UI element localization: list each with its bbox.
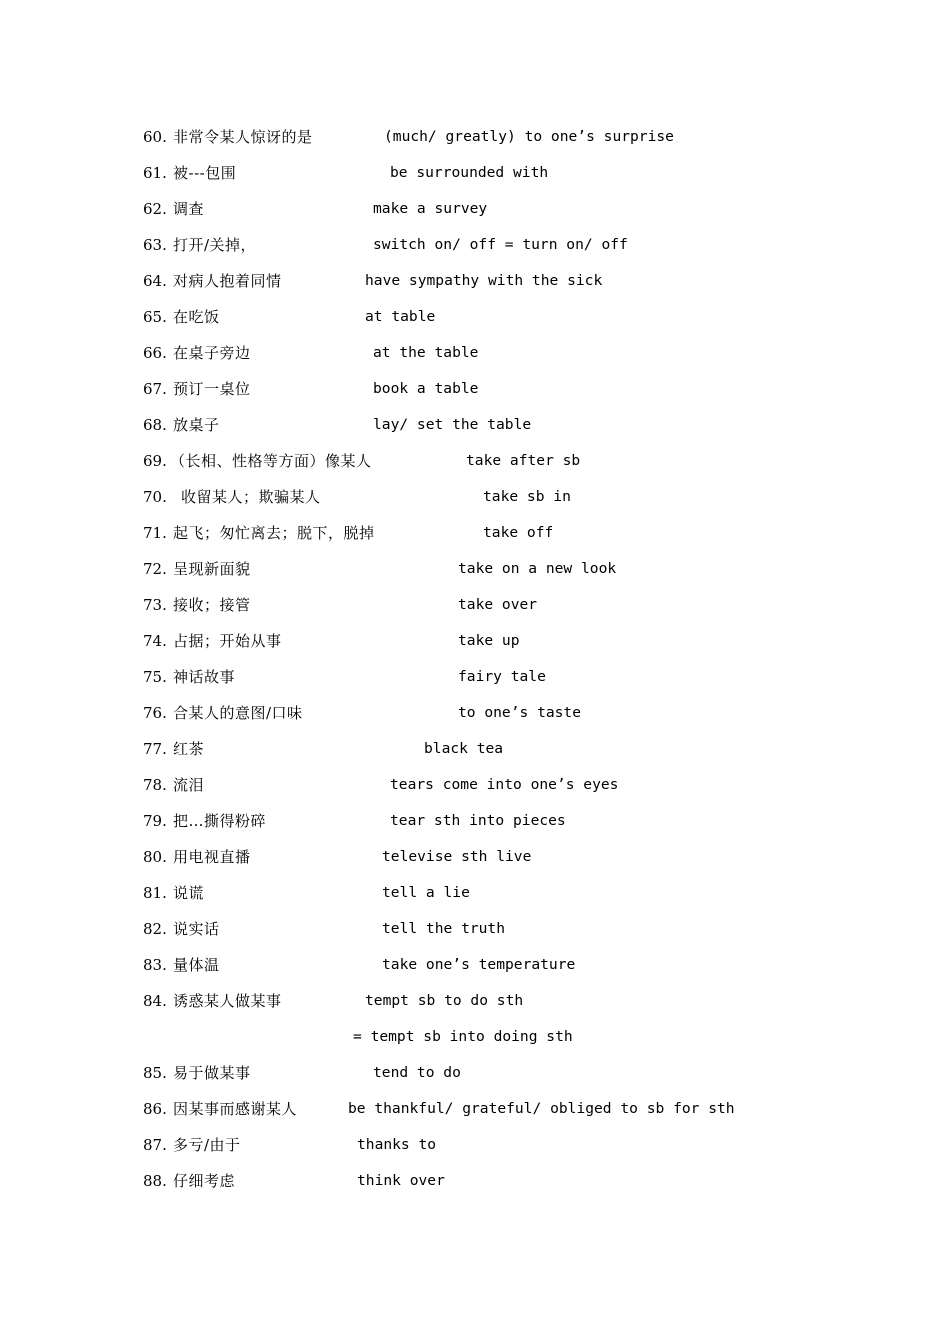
- entry-chinese: 合某人的意图/口味: [173, 704, 303, 722]
- entry-english: tears come into one’s eyes: [390, 776, 619, 793]
- entry-english: televise sth live: [382, 848, 532, 865]
- entry-english: tell the truth: [382, 920, 506, 937]
- entry-chinese: 打开/关掉，: [173, 236, 257, 254]
- entry-english: black tea: [424, 740, 504, 757]
- entry-chinese: 占据；开始从事: [173, 632, 282, 650]
- entry-english: at the table: [373, 344, 479, 361]
- entry-number: 77.: [143, 740, 167, 758]
- entry-chinese: 被---包围: [173, 164, 237, 182]
- entry-chinese: 在桌子旁边: [173, 344, 251, 362]
- entry-number: 76.: [143, 704, 167, 722]
- entry-number: 79.: [143, 812, 167, 830]
- entry-number: 65.: [143, 308, 167, 326]
- entry-chinese: 说谎: [173, 884, 205, 902]
- entry-number: 86.: [143, 1100, 167, 1118]
- entry-english: take after sb: [466, 452, 581, 469]
- entry-english: tend to do: [373, 1064, 461, 1081]
- entry-number: 62.: [143, 200, 167, 218]
- entry-chinese: 对病人抱着同情: [173, 272, 282, 290]
- entry-chinese: 用电视直播: [173, 848, 251, 866]
- entry-english: have sympathy with the sick: [365, 272, 603, 289]
- entry-chinese: 易于做某事: [173, 1064, 251, 1082]
- entry-number: 80.: [143, 848, 167, 866]
- entry-number: 88.: [143, 1172, 167, 1190]
- entry-english: be thankful/ grateful/ obliged to sb for sth: [348, 1100, 735, 1117]
- entry-number: 81.: [143, 884, 167, 902]
- entry-number: 68.: [143, 416, 167, 434]
- entry-english: tempt sb to do sth: [365, 992, 524, 1009]
- entry-english: thanks to: [357, 1136, 437, 1153]
- entry-english: (much/ greatly) to one’s surprise: [384, 128, 674, 145]
- entry-chinese: 多亏/由于: [173, 1136, 241, 1154]
- entry-chinese: 量体温: [173, 956, 220, 974]
- entry-number: 64.: [143, 272, 167, 290]
- entry-chinese: 调查: [173, 200, 205, 218]
- entry-chinese: 在吃饭: [173, 308, 220, 326]
- entry-chinese: 因某事而感谢某人: [173, 1100, 298, 1118]
- entry-number: 87.: [143, 1136, 167, 1154]
- entry-number: 72.: [143, 560, 167, 578]
- entry-chinese: 仔细考虑: [173, 1172, 236, 1190]
- entry-number: 74.: [143, 632, 167, 650]
- entry-english: take one’s temperature: [382, 956, 576, 973]
- entry-chinese: （长相、性格等方面）像某人: [170, 452, 372, 470]
- entry-chinese: 流泪: [173, 776, 205, 794]
- entry-english: tell a lie: [382, 884, 470, 901]
- entry-number: 82.: [143, 920, 167, 938]
- entry-chinese: 呈现新面貌: [173, 560, 251, 578]
- entry-number: 69.: [143, 452, 167, 470]
- entry-chinese: 非常令某人惊讶的是: [173, 128, 313, 146]
- entry-english: fairy tale: [458, 668, 546, 685]
- entry-chinese: 诱惑某人做某事: [173, 992, 282, 1010]
- entry-number: 84.: [143, 992, 167, 1010]
- entry-english: to one’s taste: [458, 704, 582, 721]
- entry-english: lay/ set the table: [373, 416, 532, 433]
- entry-english: switch on/ off = turn on/ off: [373, 236, 628, 253]
- entry-english: make a survey: [373, 200, 488, 217]
- entry-english: tear sth into pieces: [390, 812, 566, 829]
- entry-number: 67.: [143, 380, 167, 398]
- entry-english: at table: [365, 308, 436, 325]
- entry-english: take over: [458, 596, 538, 613]
- entry-english: take on a new look: [458, 560, 617, 577]
- entry-english: think over: [357, 1172, 445, 1189]
- entry-chinese: 说实话: [173, 920, 220, 938]
- entry-english: = tempt sb into doing sth: [353, 1028, 573, 1045]
- entry-number: 75.: [143, 668, 167, 686]
- entry-chinese: 起飞；匆忙离去；脱下，脱掉: [173, 524, 375, 542]
- entry-number: 63.: [143, 236, 167, 254]
- entry-english: take sb in: [483, 488, 571, 505]
- entry-number: 73.: [143, 596, 167, 614]
- entry-chinese: 接收；接管: [173, 596, 251, 614]
- entry-number: 71.: [143, 524, 167, 542]
- entry-chinese: 收留某人；欺骗某人: [181, 488, 321, 506]
- entry-chinese: 放桌子: [173, 416, 220, 434]
- entry-chinese: 红茶: [173, 740, 205, 758]
- entry-english: take off: [483, 524, 554, 541]
- entry-english: take up: [458, 632, 520, 649]
- entry-english: be surrounded with: [390, 164, 549, 181]
- entry-chinese: 神话故事: [173, 668, 236, 686]
- entry-chinese: 预订一桌位: [173, 380, 251, 398]
- entry-number: 83.: [143, 956, 167, 974]
- entry-number: 60.: [143, 128, 167, 146]
- entry-chinese: 把…撕得粉碎: [173, 812, 267, 830]
- entry-english: book a table: [373, 380, 479, 397]
- entry-number: 85.: [143, 1064, 167, 1082]
- entry-number: 66.: [143, 344, 167, 362]
- entry-number: 61.: [143, 164, 167, 182]
- entry-number: 78.: [143, 776, 167, 794]
- entry-number: 70.: [143, 488, 167, 506]
